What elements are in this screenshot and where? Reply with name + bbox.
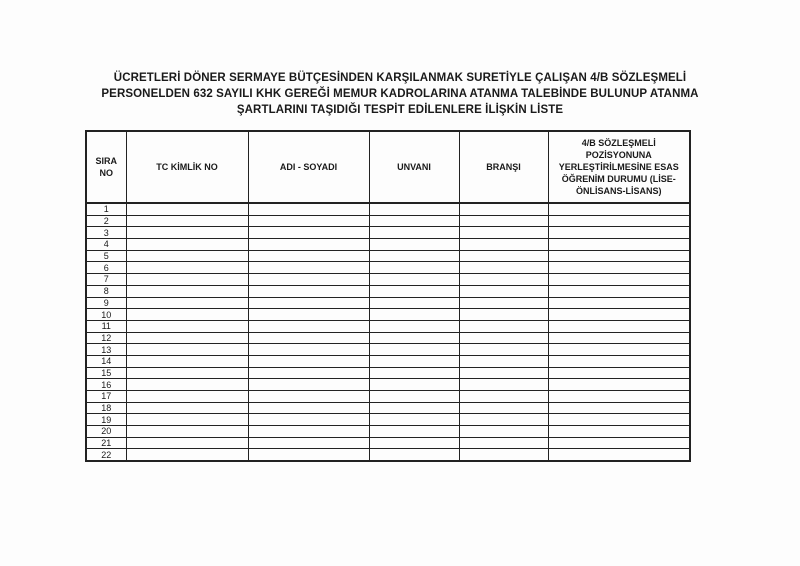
adi-soyadi-cell [248, 367, 369, 379]
tc-kimlik-cell [126, 367, 248, 379]
adi-soyadi-cell [248, 449, 369, 461]
bransi-cell [459, 402, 548, 414]
table-row [86, 320, 690, 332]
unvani-cell [369, 215, 459, 227]
row-number-cell: 2 [86, 215, 126, 227]
bransi-cell [459, 367, 548, 379]
tc-kimlik-cell [126, 215, 248, 227]
table-row [86, 449, 690, 461]
table-row [86, 215, 690, 227]
table-row [86, 239, 690, 251]
table-row [86, 367, 690, 379]
adi-soyadi-cell [248, 274, 369, 286]
row-number-cell: 4 [86, 239, 126, 251]
adi-soyadi-cell [248, 426, 369, 438]
header-ogrenim-line-4: ÖĞRENİM DURUMU (LİSE- [561, 174, 676, 184]
bransi-cell [459, 426, 548, 438]
row-number-cell: 15 [86, 367, 126, 379]
bransi-cell [459, 274, 548, 286]
tc-kimlik-cell [126, 262, 248, 274]
tc-kimlik-cell [126, 449, 248, 461]
bransi-cell [459, 414, 548, 426]
unvani-cell [369, 449, 459, 461]
row-number-cell: 7 [86, 274, 126, 286]
row-number-cell: 14 [86, 355, 126, 367]
adi-soyadi-cell [248, 332, 369, 344]
table-row [86, 250, 690, 262]
tc-kimlik-cell [126, 379, 248, 391]
adi-soyadi-cell [248, 215, 369, 227]
ogrenim-cell [548, 320, 690, 332]
table-row [86, 297, 690, 309]
table-row [86, 414, 690, 426]
title-line-2: PERSONELDEN 632 SAYILI KHK GEREĞİ MEMUR KADROLARINA ATANMA TALEBİNDE BULUNUP ATANMA [101, 88, 699, 100]
ogrenim-cell [548, 332, 690, 344]
row-number-cell: 17 [86, 391, 126, 403]
unvani-cell [369, 309, 459, 321]
ogrenim-cell [548, 215, 690, 227]
header-ogrenim-line-3: YERLEŞTİRİLMESİNE ESAS [558, 162, 679, 172]
row-number-cell: 10 [86, 309, 126, 321]
adi-soyadi-cell [248, 379, 369, 391]
adi-soyadi-cell [248, 320, 369, 332]
tc-kimlik-cell [126, 426, 248, 438]
title-line-1: ÜCRETLERİ DÖNER SERMAYE BÜTÇESİNDEN KARŞILANMAK SURETİYLE ÇALIŞAN 4/B SÖZLEŞMELİ [113, 72, 687, 84]
table-row [86, 274, 690, 286]
unvani-cell [369, 367, 459, 379]
unvani-cell [369, 227, 459, 239]
bransi-cell [459, 320, 548, 332]
unvani-cell [369, 285, 459, 297]
ogrenim-cell [548, 227, 690, 239]
bransi-cell [459, 355, 548, 367]
ogrenim-cell [548, 285, 690, 297]
ogrenim-cell [548, 309, 690, 321]
adi-soyadi-cell [248, 437, 369, 449]
table-row [86, 391, 690, 403]
ogrenim-cell [548, 239, 690, 251]
table-row [86, 344, 690, 356]
row-number-cell: 11 [86, 320, 126, 332]
ogrenim-cell [548, 367, 690, 379]
row-number-cell: 8 [86, 285, 126, 297]
row-number-cell: 6 [86, 262, 126, 274]
row-number-cell: 1 [86, 203, 126, 215]
tc-kimlik-cell [126, 274, 248, 286]
adi-soyadi-cell [248, 250, 369, 262]
unvani-cell [369, 274, 459, 286]
adi-soyadi-cell [248, 239, 369, 251]
unvani-cell [369, 414, 459, 426]
ogrenim-cell [548, 262, 690, 274]
adi-soyadi-cell [248, 297, 369, 309]
header-ogrenim-line-5: ÖNLİSANS-LİSANS) [576, 186, 662, 196]
bransi-cell [459, 391, 548, 403]
header-unvani: UNVANI [369, 131, 459, 203]
adi-soyadi-cell [248, 391, 369, 403]
adi-soyadi-cell [248, 355, 369, 367]
bransi-cell [459, 309, 548, 321]
bransi-cell [459, 332, 548, 344]
table-row [86, 309, 690, 321]
tc-kimlik-cell [126, 203, 248, 215]
adi-soyadi-cell [248, 203, 369, 215]
bransi-cell [459, 250, 548, 262]
row-number-cell: 16 [86, 379, 126, 391]
ogrenim-cell [548, 344, 690, 356]
tc-kimlik-cell [126, 250, 248, 262]
unvani-cell [369, 250, 459, 262]
table-row [86, 426, 690, 438]
header-ogrenim-durumu [548, 131, 690, 203]
header-sira-no-line-2: NO [99, 168, 113, 178]
row-number-cell: 21 [86, 437, 126, 449]
header-tc-kimlik-no: TC KİMLİK NO [126, 131, 248, 203]
adi-soyadi-cell [248, 285, 369, 297]
ogrenim-cell [548, 379, 690, 391]
header-adi-soyadi: ADI - SOYADI [248, 131, 369, 203]
tc-kimlik-cell [126, 437, 248, 449]
ogrenim-cell [548, 250, 690, 262]
table-body [86, 203, 690, 461]
personnel-list-table [85, 130, 691, 462]
table-row [86, 203, 690, 215]
bransi-cell [459, 215, 548, 227]
ogrenim-cell [548, 437, 690, 449]
tc-kimlik-cell [126, 297, 248, 309]
adi-soyadi-cell [248, 262, 369, 274]
ogrenim-cell [548, 274, 690, 286]
bransi-cell [459, 239, 548, 251]
tc-kimlik-cell [126, 332, 248, 344]
adi-soyadi-cell [248, 227, 369, 239]
tc-kimlik-cell [126, 344, 248, 356]
unvani-cell [369, 262, 459, 274]
row-number-cell: 3 [86, 227, 126, 239]
bransi-cell [459, 379, 548, 391]
table-row [86, 262, 690, 274]
row-number-cell: 5 [86, 250, 126, 262]
row-number-cell: 9 [86, 297, 126, 309]
tc-kimlik-cell [126, 227, 248, 239]
adi-soyadi-cell [248, 402, 369, 414]
ogrenim-cell [548, 449, 690, 461]
unvani-cell [369, 320, 459, 332]
ogrenim-cell [548, 355, 690, 367]
tc-kimlik-cell [126, 285, 248, 297]
ogrenim-cell [548, 426, 690, 438]
bransi-cell [459, 437, 548, 449]
unvani-cell [369, 355, 459, 367]
table-header-row [86, 131, 690, 203]
bransi-cell [459, 262, 548, 274]
table-row [86, 437, 690, 449]
tc-kimlik-cell [126, 239, 248, 251]
unvani-cell [369, 332, 459, 344]
bransi-cell [459, 285, 548, 297]
ogrenim-cell [548, 402, 690, 414]
row-number-cell: 19 [86, 414, 126, 426]
ogrenim-cell [548, 391, 690, 403]
bransi-cell [459, 344, 548, 356]
header-sira-no-line-1: SIRA [95, 156, 117, 166]
unvani-cell [369, 344, 459, 356]
table-row [86, 227, 690, 239]
table-row [86, 379, 690, 391]
tc-kimlik-cell [126, 309, 248, 321]
unvani-cell [369, 402, 459, 414]
adi-soyadi-cell [248, 344, 369, 356]
tc-kimlik-cell [126, 414, 248, 426]
table-row [86, 402, 690, 414]
header-bransi: BRANŞI [459, 131, 548, 203]
unvani-cell [369, 297, 459, 309]
unvani-cell [369, 391, 459, 403]
table-row [86, 332, 690, 344]
tc-kimlik-cell [126, 355, 248, 367]
unvani-cell [369, 203, 459, 215]
adi-soyadi-cell [248, 414, 369, 426]
unvani-cell [369, 426, 459, 438]
table-row [86, 285, 690, 297]
bransi-cell [459, 227, 548, 239]
header-sira-no [86, 131, 126, 203]
row-number-cell: 22 [86, 449, 126, 461]
document-title [80, 70, 720, 118]
adi-soyadi-cell [248, 309, 369, 321]
title-line-3: ŞARTLARINI TAŞIDIĞI TESPİT EDİLENLERE İLİŞKİN LİSTE [236, 104, 564, 116]
table-row [86, 355, 690, 367]
unvani-cell [369, 379, 459, 391]
header-ogrenim-line-2: POZİSYONUNA [585, 150, 652, 160]
tc-kimlik-cell [126, 391, 248, 403]
ogrenim-cell [548, 414, 690, 426]
bransi-cell [459, 449, 548, 461]
row-number-cell: 12 [86, 332, 126, 344]
unvani-cell [369, 239, 459, 251]
bransi-cell [459, 203, 548, 215]
bransi-cell [459, 297, 548, 309]
tc-kimlik-cell [126, 320, 248, 332]
ogrenim-cell [548, 203, 690, 215]
header-ogrenim-line-1: 4/B SÖZLEŞMELİ [581, 138, 656, 148]
row-number-cell: 13 [86, 344, 126, 356]
unvani-cell [369, 437, 459, 449]
tc-kimlik-cell [126, 402, 248, 414]
ogrenim-cell [548, 297, 690, 309]
row-number-cell: 20 [86, 426, 126, 438]
row-number-cell: 18 [86, 402, 126, 414]
